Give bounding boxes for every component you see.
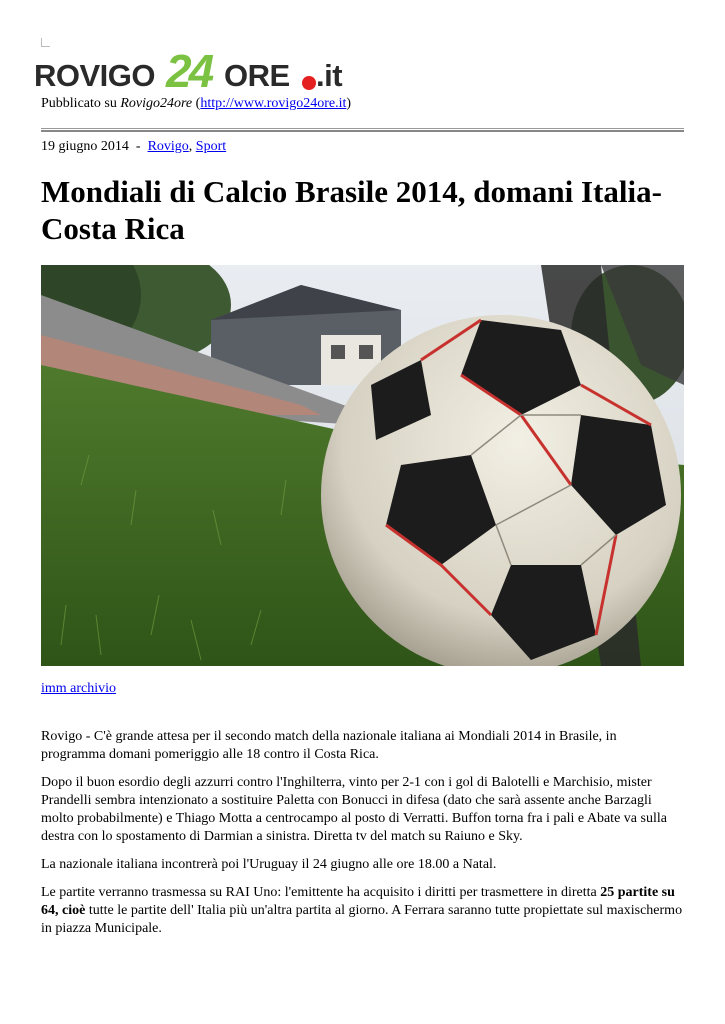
article-title: Mondiali di Calcio Brasile 2014, domani Italia-Costa Rica	[41, 174, 662, 246]
logo-text-rovigo: ROVIGO	[34, 58, 156, 93]
paragraph-1: Rovigo - C'è grande attesa per il secondo match della nazionale italiana ai Mondiali 2014 in Brasile, in programma domani pomeriggio alle 18 contro il Costa Rica.	[41, 729, 617, 762]
top-divider-2	[41, 130, 684, 132]
image-caption	[41, 681, 116, 697]
logo-text-ore: ORE	[224, 58, 290, 93]
logo-text-it: .it	[316, 58, 343, 93]
site-logo[interactable]	[34, 44, 454, 97]
paragraph-3: La nazionale italiana incontrerà poi l'Uruguay il 24 giugno alle ore 18.00 a Natal.	[41, 857, 497, 872]
paragraph-4-bold: 25 partite su 64, cioè	[41, 885, 675, 918]
paragraph-4-end: tutte le partite dell' Italia più un'altra partita al giorno. A Ferrara saranno tutte propiettate sul maxischermo in piazza Municipale.	[41, 903, 683, 936]
top-divider	[41, 128, 684, 129]
site-url-link[interactable]: http://www.rovigo24ore.it	[200, 96, 347, 111]
article-meta: 19 giugno 2014 - Rovigo, Sport	[41, 139, 227, 154]
published-site-name: Rovigo24ore	[120, 96, 193, 111]
image-caption-link[interactable]: imm archivio	[41, 681, 117, 696]
category-link-sport[interactable]: Sport	[195, 139, 227, 154]
article-body	[41, 728, 684, 948]
published-prefix: Pubblicato su	[41, 96, 117, 111]
paragraph-2: Dopo il buon esordio degli azzurri contro l'Inghilterra, vinto per 2-1 con i gol di Balotelli e Marchisio, mister Prandelli sembra intenzionato a sostituire Paletta con Bonucci in difesa (dato che sarà assente anche Barzagli molto probabilmente) e Thiago Motta a centrocampo al posto di Verratti. Buffon torna fra i pali e Abate va sulla destra con lo spostamento di Darmian a sinistra. Diretta tv del match su Raiuno e Sky.	[41, 775, 667, 844]
article-date: 19 giugno 2014	[41, 139, 129, 154]
paragraph-4	[41, 884, 684, 938]
meta-separator: -	[135, 139, 141, 154]
article-photo	[41, 265, 684, 666]
published-line: Pubblicato su Rovigo24ore (http://www.rovigo24ore.it)	[41, 96, 352, 111]
logo-text-24: 24	[166, 45, 212, 97]
category-link-rovigo[interactable]: Rovigo	[147, 139, 189, 154]
paragraph-4-start: Le partite verranno trasmessa su RAI Uno: l'emittente ha acquisito i diritti per trasmettere in diretta	[41, 885, 601, 900]
logo-red-dot	[302, 76, 316, 90]
